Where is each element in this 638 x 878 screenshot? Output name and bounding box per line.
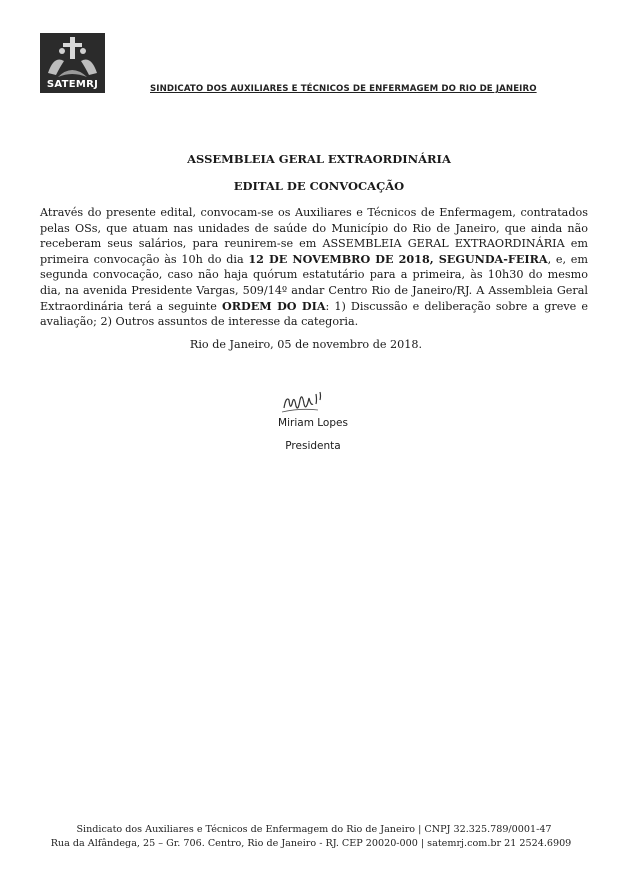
footer-organization-line: Sindicato dos Auxiliares e Técnicos de Enfermagem do Rio de Janeiro | CNPJ 32.325.789/0001-47	[76, 824, 552, 835]
organization-name: SINDICATO DOS AUXILIARES E TÉCNICOS DE ENFERMAGEM DO RIO DE JANEIRO	[150, 84, 537, 94]
signer-name: Miriam Lopes	[278, 417, 348, 429]
signer-role: Presidenta	[285, 440, 341, 452]
notice-text-part-2: , e, em segunda convocação, caso não haja quórum estatutário para a primeira, às 10h30 do mesmo dia, na avenida Presidente Vargas, 509/14º andar Centro Rio de Janeiro/RJ. A Assembleia Geral Extraordinária terá a seguinte	[40, 252, 589, 313]
logo-text: SATEMRJ	[46, 79, 99, 90]
agenda-heading: ORDEM DO DIA	[222, 298, 326, 313]
document-title: ASSEMBLEIA GERAL EXTRAORDINÁRIA	[187, 152, 451, 166]
satemrj-logo	[40, 33, 105, 93]
notice-body	[40, 205, 588, 330]
document-subtitle: EDITAL DE CONVOCAÇÃO	[233, 179, 405, 193]
notice-text-part-3: : 1) Discussão e deliberação sobre a greve e avaliação; 2) Outros assuntos de interesse da categoria.	[40, 299, 588, 329]
place-and-date: Rio de Janeiro, 05 de novembro de 2018.	[189, 338, 423, 351]
footer-address-line: Rua da Alfândega, 25 – Gr. 706. Centro, Rio de Janeiro - RJ. CEP 20020-000 | satemrj.com.br 21 2524.6909	[50, 838, 572, 849]
meeting-date-highlight: 12 DE NOVEMBRO DE 2018, SEGUNDA-FEIRA	[248, 251, 548, 266]
notice-text-part-1: Através do presente edital, convocam-se os Auxiliares e Técnicos de Enfermagem, contratados pelas OSs, que atuam nas unidades de saúde do Município do Rio de Janeiro, que ainda não receberam seus salários, para reunirem-se em ASSEMBLEIA GERAL EXTRAORDINÁRIA em primeira convocação às 10h do dia	[40, 206, 588, 266]
